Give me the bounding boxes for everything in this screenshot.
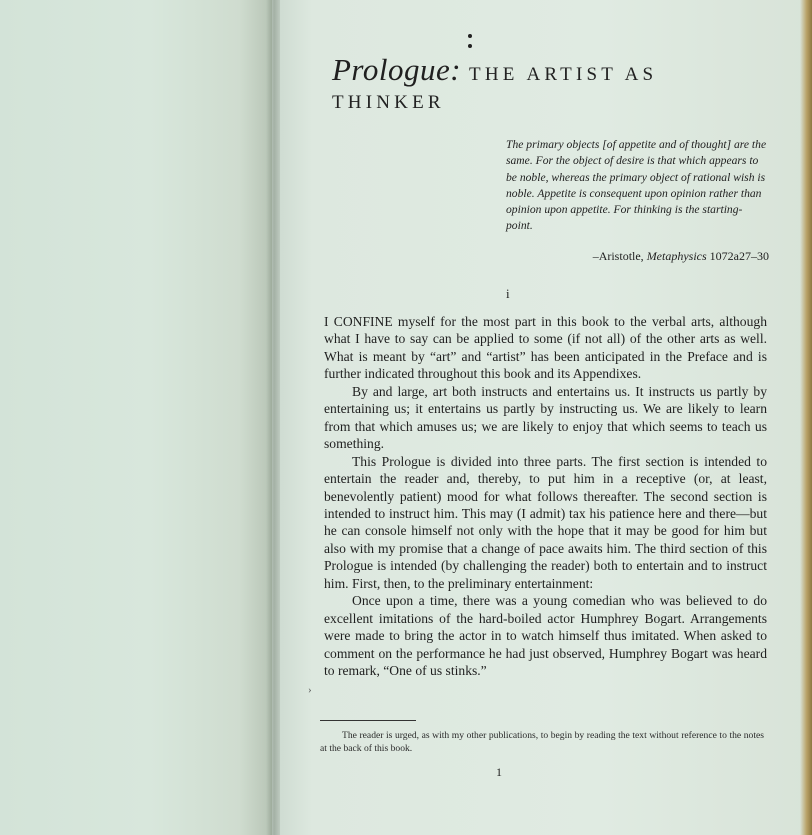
footnote: The reader is urged, as with my other publications, to begin by reading the text without reference to the notes at the back of this book. xyxy=(320,730,764,754)
pencil-mark-icon: › xyxy=(308,684,312,696)
left-page xyxy=(0,0,272,835)
paragraph: By and large, art both instructs and entertains us. It instructs us partly by entertaining us; it entertains us partly by instructing us. We are likely to learn from that which amuses us; we are likely to enjoy that which seems to teach us something. xyxy=(324,383,767,452)
paragraph: This Prologue is divided into three parts. The first section is intended to entertain the reader and, thereby, to put him in a receptive (or, at least, benevolently patient) mood for what follows thereafter. The second section is intended to instruct him. This may (I admit) tax his patience here and there—but he can console himself not only with the hope that it may be good for him but also with my promise that a change of pace awaits him. The third section of this Prologue is intended (by challenging the reader) both to entertain and to instruct him. First, then, to the preliminary entertainment: xyxy=(324,453,767,591)
attribution-ref: 1072a27–30 xyxy=(709,249,769,263)
chapter-title xyxy=(332,52,657,88)
ornament-colon-icon xyxy=(466,34,474,54)
title-italic: Prologue: xyxy=(332,52,462,87)
attribution-work: Metaphysics xyxy=(646,249,707,263)
epigraph-text: The primary objects [of appetite and of thought] are the same. For the object of desire is that which appears to be noble, whereas the primary object of rational wish is noble. Appetite is consequent upon opinion rather than opinion upon appetite. For thinking is the starting-point. xyxy=(506,138,767,233)
page-edge xyxy=(800,0,812,835)
paragraph: I CONFINE myself for the most part in this book to the verbal arts, although what I have to say can be applied to some (if not all) of the other arts as well. What is meant by “art” and “artist” has been anticipated in the Preface and is further indicated throughout this book and its Appendixes. xyxy=(324,314,767,382)
paragraph: Once upon a time, there was a young comedian who was believed to do excellent imitations of the hard-boiled actor Humphrey Bogart. Arrangements were made to bring the actor in to watch himself thus imitated. When asked to comment on the performance he had just observed, Humphrey Bogart was heard to remark, “One of us stinks.” xyxy=(324,593,767,679)
footnote-rule xyxy=(320,720,416,721)
epigraph-attribution xyxy=(506,249,769,264)
epigraph xyxy=(506,137,768,235)
title-caps-line1: THE ARTIST AS xyxy=(469,64,658,85)
section-number: i xyxy=(506,286,510,301)
title-caps-line2: THINKER xyxy=(332,92,445,113)
page-number: 1 xyxy=(496,765,502,779)
body-text xyxy=(324,313,767,680)
attribution-prefix: –Aristotle, xyxy=(592,249,644,263)
